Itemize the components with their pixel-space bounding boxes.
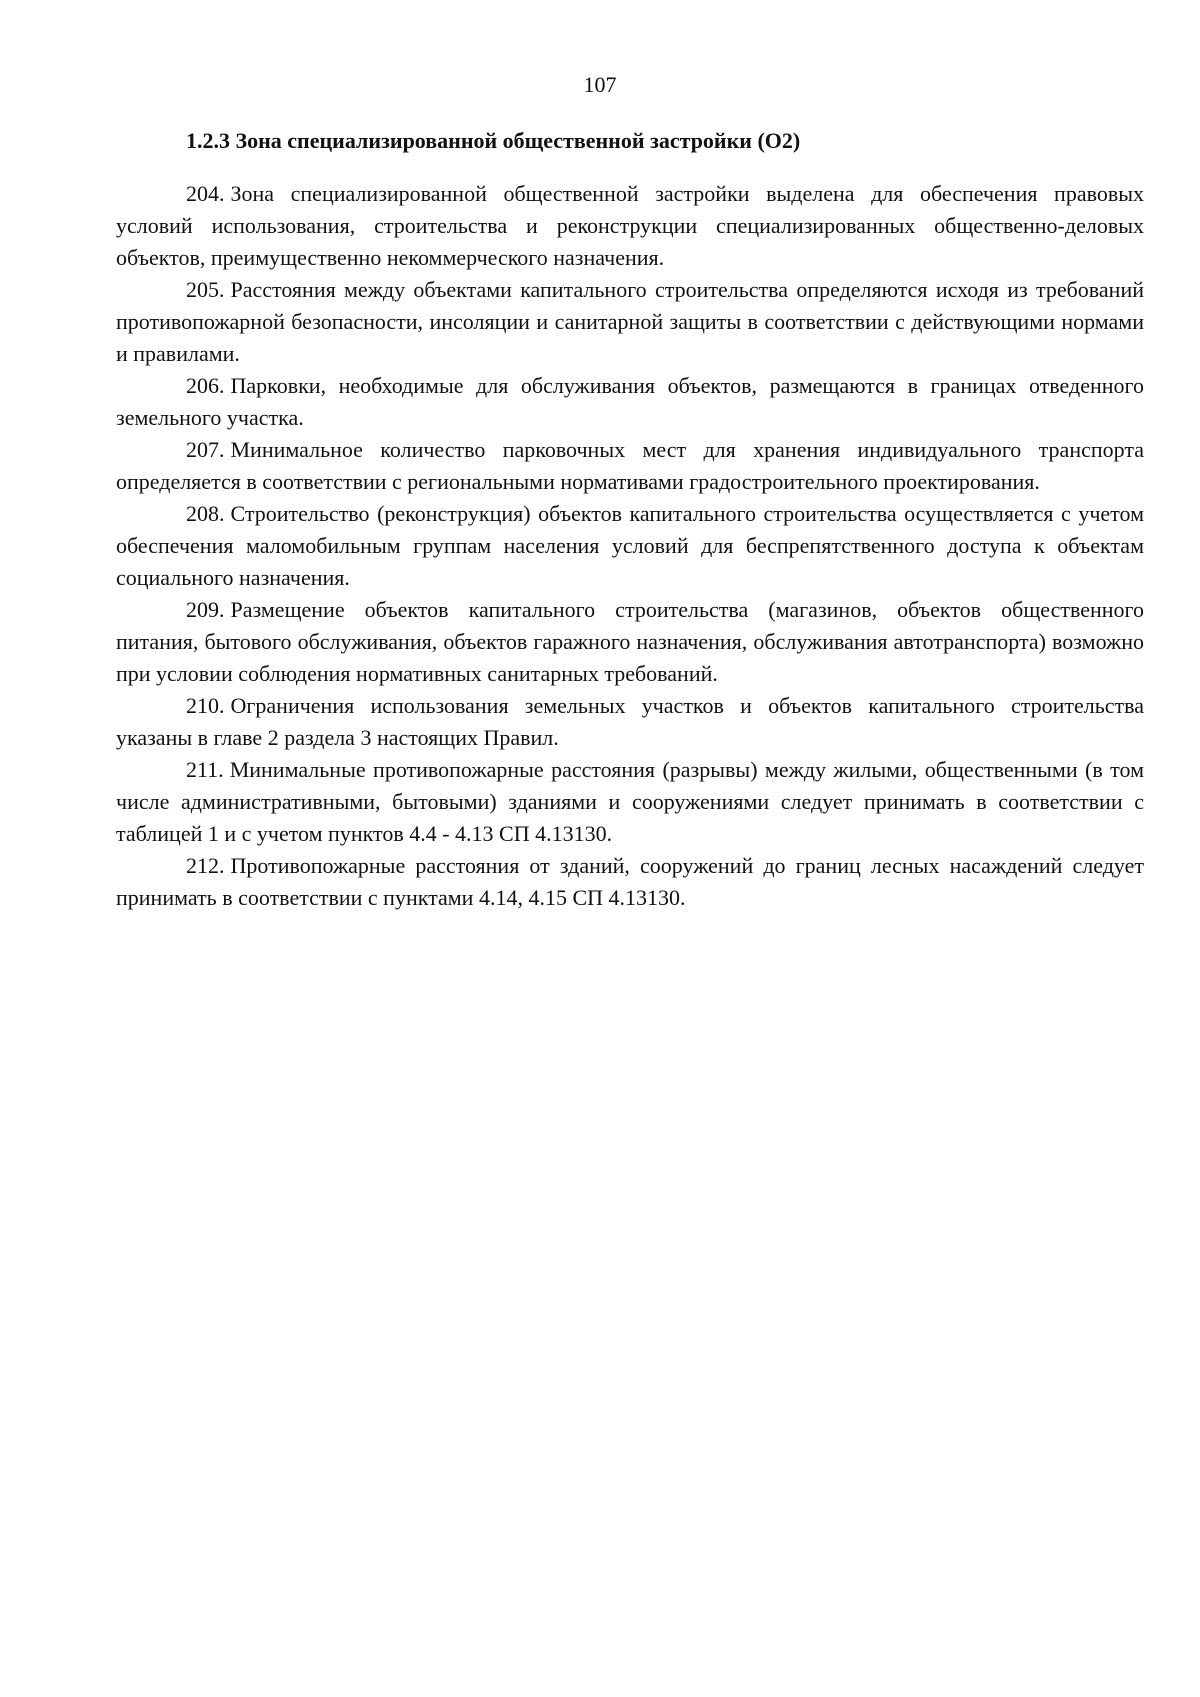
paragraph-211	[116, 754, 1144, 850]
paragraph-text: Минимальное количество парковочных мест для хранения индивидуального транспорта определяется в соответствии с региональными нормативами градостроительного проектирования.	[116, 437, 1144, 494]
paragraph-208	[116, 498, 1144, 594]
document-body	[116, 126, 1144, 914]
paragraph-number: 211.	[186, 757, 224, 782]
paragraph-204	[116, 178, 1144, 274]
paragraph-text: Минимальные противопожарные расстояния (разрывы) между жилыми, общественными (в том числе административными, бытовыми) зданиями и сооружениями следует принимать в соответствии с таблицей 1 и с учетом пунктов 4.4 - 4.13 СП 4.13130.	[116, 757, 1144, 846]
paragraph-text: Противопожарные расстояния от зданий, сооружений до границ лесных насаждений следует принимать в соответствии с пунктами 4.14, 4.15 СП 4.13130.	[116, 853, 1144, 910]
page-number: 107	[583, 72, 617, 97]
paragraph-text: Расстояния между объектами капитального строительства определяются исходя из требований противопожарной безопасности, инсоляции и санитарной защиты в соответствии с действующими нормами и правилами.	[116, 277, 1144, 366]
section-heading: 1.2.3 Зона специализированной общественной застройки (О2)	[186, 128, 801, 153]
paragraph-209	[116, 594, 1144, 690]
paragraph-212	[116, 850, 1144, 914]
paragraph-207	[116, 434, 1144, 498]
paragraph-206	[116, 370, 1144, 434]
paragraph-text: Размещение объектов капитального строительства (магазинов, объектов общественного питания, бытового обслуживания, объектов гаражного назначения, обслуживания автотранспорта) возможно при условии соблюдения нормативных санитарных требований.	[116, 597, 1144, 686]
paragraph-text: Ограничения использования земельных участков и объектов капитального строительства указаны в главе 2 раздела 3 настоящих Правил.	[116, 693, 1144, 750]
paragraph-number: 212.	[186, 853, 225, 878]
paragraph-number: 210.	[186, 693, 225, 718]
paragraph-number: 208.	[186, 501, 225, 526]
paragraph-210	[116, 690, 1144, 754]
paragraph-number: 204.	[186, 181, 225, 206]
paragraph-text: Парковки, необходимые для обслуживания объектов, размещаются в границах отведенного земельного участка.	[116, 373, 1144, 430]
paragraph-205	[116, 274, 1144, 370]
paragraph-text: Зона специализированной общественной застройки выделена для обеспечения правовых условий использования, строительства и реконструкции специализированных общественно-деловых объектов, преимущественно некоммерческого назначения.	[116, 181, 1144, 270]
paragraph-text: Строительство (реконструкция) объектов капитального строительства осуществляется с учетом обеспечения маломобильным группам населения условий для беспрепятственного доступа к объектам социального назначения.	[116, 501, 1144, 590]
paragraph-number: 209.	[186, 597, 225, 622]
paragraph-number: 207.	[186, 437, 225, 462]
paragraph-number: 206.	[186, 373, 225, 398]
paragraph-number: 205.	[186, 277, 225, 302]
